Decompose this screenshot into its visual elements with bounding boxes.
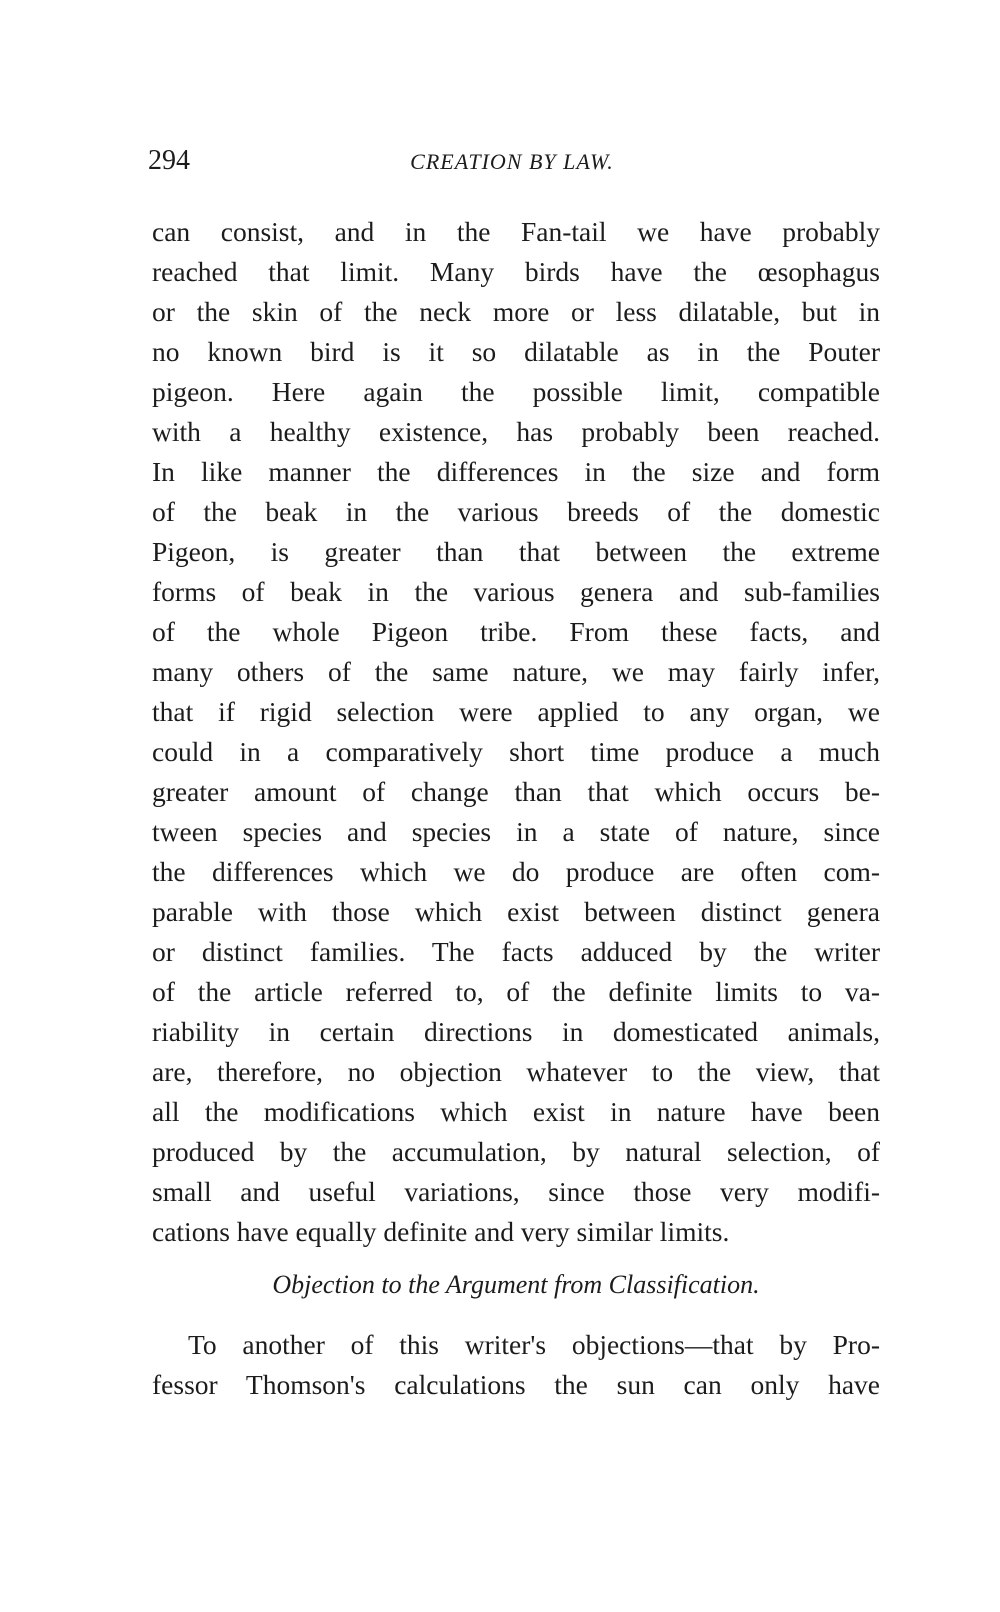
text-line: with a healthy existence, has probably been reached. [152, 416, 880, 447]
text-line: of the article referred to, of the definite limits to va- [152, 976, 880, 1007]
text-line: are, therefore, no objection whatever to the view, that [152, 1056, 880, 1087]
text-line: of the beak in the various breeds of the domestic [152, 496, 880, 527]
section-heading: Objection to the Argument from Classification. [272, 1270, 760, 1299]
text-line: pigeon. Here again the possible limit, compatible [152, 376, 880, 407]
text-line: reached that limit. Many birds have the œsophagus [152, 256, 880, 287]
text-line: greater amount of change than that which occurs be- [152, 776, 880, 807]
text-line: Pigeon, is greater than that between the extreme [152, 536, 880, 567]
text-line: that if rigid selection were applied to any organ, we [152, 696, 880, 727]
text-line: forms of beak in the various genera and sub-families [152, 576, 880, 607]
section-text [152, 1325, 880, 1405]
page-number: 294 [148, 145, 190, 176]
running-title: CREATION BY LAW. [410, 149, 614, 174]
text-line: can consist, and in the Fan-tail we have probably [152, 216, 880, 247]
text-line: many others of the same nature, we may fairly infer, [152, 656, 880, 687]
text-line: riability in certain directions in domesticated animals, [152, 1016, 880, 1047]
text-line: could in a comparatively short time produce a much [152, 736, 880, 767]
text-line: cations have equally definite and very similar limits. [152, 1216, 730, 1247]
text-line: parable with those which exist between distinct genera [152, 896, 880, 927]
page-header [148, 145, 876, 185]
text-line: small and useful variations, since those very modifi- [152, 1176, 880, 1207]
text-line: or distinct families. The facts adduced by the writer [152, 936, 880, 967]
text-line: tween species and species in a state of nature, since [152, 816, 880, 847]
text-line: the differences which we do produce are often com- [152, 856, 880, 887]
text-line: fessor Thomson's calculations the sun can only have [152, 1369, 880, 1400]
body-text [152, 212, 880, 1252]
text-line: all the modifications which exist in nature have been [152, 1096, 880, 1127]
text-line: To another of this writer's objections—that by Pro- [188, 1329, 880, 1360]
text-line: In like manner the differences in the size and form [152, 456, 880, 487]
text-line: of the whole Pigeon tribe. From these facts, and [152, 616, 880, 647]
text-line: produced by the accumulation, by natural selection, of [152, 1136, 880, 1167]
text-line: or the skin of the neck more or less dilatable, but in [152, 296, 880, 327]
text-line: no known bird is it so dilatable as in the Pouter [152, 336, 880, 367]
